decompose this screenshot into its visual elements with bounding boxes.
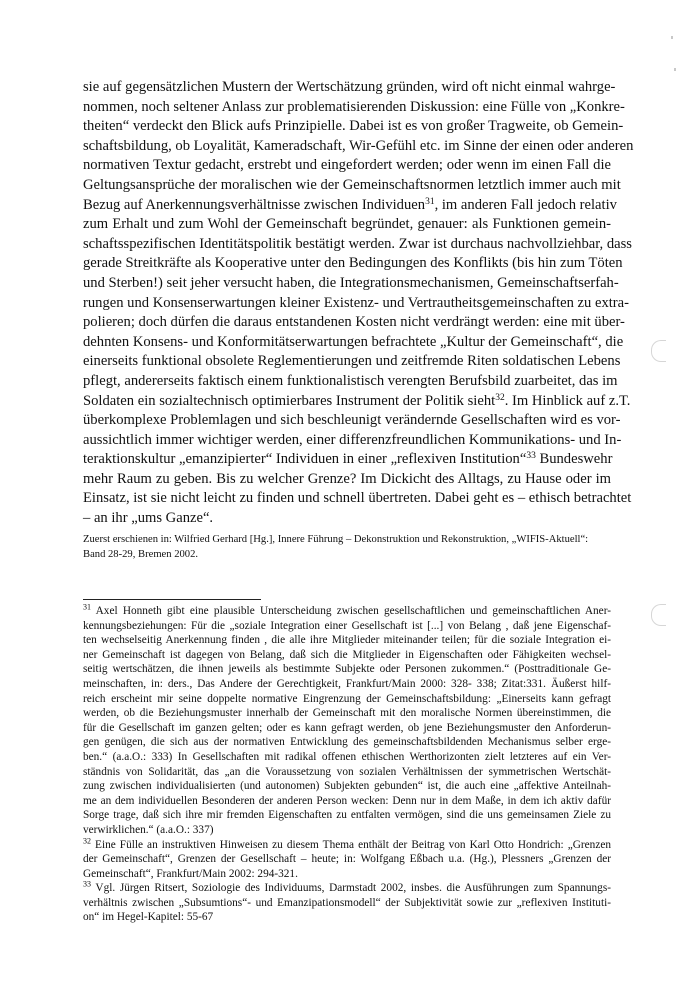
footnote-31-line: reich erscheint mir seine doppelte normative Eingrenzung der Gemeinschaftsbildung: „Einerseits kann gefragt xyxy=(83,692,611,705)
text-line: mehr Raum zu geben. Bis zu welcher Grenze? Im Dickicht des Alltags, zu Hause oder im xyxy=(83,470,611,487)
footnote-31-line: kennungsbeziehungen: Für die „soziale Integration einer Gesellschaft ist [...] von Belang , daß jene Eigenschaf- xyxy=(83,619,611,632)
punch-hole-mark xyxy=(651,604,666,626)
footnote-31-line: Sorge trage, daß sich ihre mir fremden Eigenschaften zu entfalten vermögen, sind die uns gemeinsamen Ziele zu xyxy=(83,809,611,822)
text-line: polieren; doch dürfen die daraus entstandenen Kosten nicht verdrängt werden: eine mit über- xyxy=(83,314,625,331)
footnote-number: 31 xyxy=(83,602,91,612)
footnote-31-line: werden, ob die Beziehungsmuster innerhalb der Gemeinschaft mit den moralische Normen übereinstimmen, die xyxy=(83,707,611,720)
footnote-31-line: seitig wertschätzen, die ihnen jeweils als bestimmte Subjekte oder Personen zukommen.“ (Posttraditionale Ge- xyxy=(83,663,611,676)
footnote-31-line: zung zwischen individualisierten (und autonomen) Subjekten gebunden“ ist, die auch eine „affektive Anteilnah- xyxy=(83,780,611,793)
text-line: theiten“ verdeckt den Blick aufs Prinzipielle. Dabei ist es von großer Tragweite, ob Gemein- xyxy=(83,118,624,135)
text-segment: Bundeswehr xyxy=(535,451,613,468)
text-line: normativen Textur gedacht, erstrebt und eingefordert werden; oder wenn im einen Fall die xyxy=(83,157,611,174)
scan-speck xyxy=(671,36,673,39)
text-line: schaftsbildung, ob Loyalität, Kameradschaft, Wir-Gefühl etc. im Sinne der einen oder anderen xyxy=(83,137,634,154)
footnote-33-line: on“ im Hegel-Kapitel: 55-67 xyxy=(83,911,214,924)
footnote-32-line: der Gemeinschaft“, Grenzen der Gesellschaft – heute; in: Wolfgang Eßbach u.a. (Hg.), Plessners „Grenzen der xyxy=(83,853,611,866)
footnote-text: Vgl. Jürgen Ritsert, Soziologie des Individuums, Darmstadt 2002, insbes. die Ausführungen zum Spannungs- xyxy=(95,882,611,895)
footnote-31-line: ten wechselseitig Anerkennung finden , die alle ihre Mitglieder miteinander teilen; für die soziale Integration ei- xyxy=(83,634,611,647)
footnote-32-line: Gemeinschaft“, Frankfurt/Main 2002: 294-321. xyxy=(83,867,298,880)
footnotes xyxy=(83,604,611,925)
text-line: schaftsspezifischen Identitätspolitik bestätigt werden. Zwar ist durchaus nachvollziehbar, dass xyxy=(83,235,632,252)
text-segment: Bezug auf Anerkennungsverhältnisse zwischen Individuen xyxy=(83,196,426,213)
footnote-33-line xyxy=(83,881,611,896)
text-line: rungen und Konsenserwartungen kleiner Existenz- und Vertrautheitsgemeinschaften zu extra- xyxy=(83,294,629,311)
text-line: Einsatz, ist sie nicht leicht zu finden und schnell übertreten. Dabei geht es – ethisch betrachtet xyxy=(83,490,632,507)
text-segment: teraktionskultur „emanzipierter“ Individuen in einer „reflexiven Institution“ xyxy=(83,451,527,468)
text-line: einerseits funktional obsolete Reglementierungen und zeitfremde Riten soldatischen Lebens xyxy=(83,353,621,370)
text-segment: , im anderen Fall jedoch relativ xyxy=(434,196,617,213)
text-line: aussichtlich immer wichtiger werden, einer differenzfreundlichen Kommunikations- und In- xyxy=(83,431,622,448)
text-line: nommen, noch seltener Anlass zur problematisierenden Diskussion: eine Fülle von „Konkre- xyxy=(83,98,625,115)
text-line xyxy=(83,392,631,412)
footnote-ref[interactable]: 33 xyxy=(526,451,536,462)
text-line: überkomplexe Problemlagen und sich beschleunigt verändernde Gesellschaften wird es vor- xyxy=(83,412,621,429)
footnote-31-line: ner Gemeinschaft ist dagegen von Belang, daß sich die Mitglieder in Eigenschaften oder Fähigkeiten wechsel- xyxy=(83,648,611,661)
punch-hole-mark xyxy=(651,340,666,362)
text-segment: Soldaten ein sozialtechnisch optimierbares Instrument der Politik sieht xyxy=(83,392,496,409)
text-line xyxy=(83,196,617,216)
footnote-31-line: ben.“ (a.a.O.: 333) In Gesellschaften mit radikal offenen ethischen Werthorizonten zielt letzteres auf ein Ver- xyxy=(83,750,611,763)
text-line: Geltungsansprüche der moralischen wie der Gemeinschaftsnormen letztlich immer auch mit xyxy=(83,176,621,193)
footnote-number: 33 xyxy=(83,879,91,889)
source-note: Zuerst erschienen in: Wilfried Gerhard [Hg.], Innere Führung – Dekonstruktion und Rekonstruktion, „WIFIS-Aktuell“: Band 28-29, Bremen 2002. xyxy=(83,534,589,560)
footnote-ref[interactable]: 32 xyxy=(495,392,505,403)
text-line: pflegt, andererseits faktisch einem funktionalistisch verengten Berufsbild zuarbeitet, das im xyxy=(83,372,618,389)
text-line: gerade Streitkräfte als Kooperative unter den Bedingungen des Konflikts (bis hin zum Töten xyxy=(83,255,623,272)
text-segment: . Im Hinblick auf z.T. xyxy=(504,392,631,409)
footnote-31-line: für die Gesellschaft im ganzen gelten; oder es kann gefragt werden, ob jene Beziehungsmuster den Anforderun- xyxy=(83,721,611,734)
footnote-ref[interactable]: 31 xyxy=(425,196,435,207)
footnote-31-line: meinschaften, in: ders., Das Andere der Gerechtigkeit, Frankfurt/Main 2000: 328- 338; Zitat:331. Äußerst hilf- xyxy=(83,677,611,690)
footnote-number: 32 xyxy=(83,836,91,846)
footnote-text: Eine Fülle an instruktiven Hinweisen zu diesem Thema enthält der Beitrag von Karl Otto Hondrich: „Grenzen xyxy=(95,838,611,851)
text-line: zum Erhalt und zum Wohl der Gemeinschaft begründet, genauer: als Funktionen gemein- xyxy=(83,216,611,233)
footnote-32-line xyxy=(83,838,611,853)
footnote-31-line: ständnis von Solidarität, das „an die Voraussetzung von sozialen Verhältnissen der symmetrischen Wertschät- xyxy=(83,765,611,778)
main-text xyxy=(83,78,634,529)
text-line: sie auf gegensätzlichen Mustern der Wertschätzung gründen, wird oft nicht einmal wahrge- xyxy=(83,79,616,95)
text-line: – an ihr „ums Ganze“. xyxy=(83,510,214,527)
footnote-31-line: gen genügen, die sich aus der normativen Entwicklung des gemeinschaftsbildenden Mechanismus selber erge- xyxy=(83,736,611,749)
text-line: und Sterben!) seit jeher versucht haben, die Integrationsmechanismen, Gemeinschaftserfah- xyxy=(83,274,619,291)
footnote-31-line: me an dem individuellen Besonderen der anderen Person wecken: Denn nur in dem Maße, in dem ich aktiv dafür xyxy=(83,794,611,807)
text-line xyxy=(83,450,611,470)
text-line: dehnten Konsens- und Konformitätserwartungen befrachtete „Kultur der Gemeinschaft“, die xyxy=(83,333,624,350)
footnote-divider xyxy=(83,599,261,600)
footnote-31-line: verwirklichen.“ (a.a.O.: 337) xyxy=(83,823,214,836)
footnote-text: Axel Honneth gibt eine plausible Unterscheidung zwischen gesellschaftlichen und gemeinschaftlichen Aner- xyxy=(95,605,611,617)
footnote-31-line xyxy=(83,604,611,619)
scan-speck xyxy=(674,68,676,71)
footnote-33-line: verhältnis zwischen „Subsumtions“- und Emanzipationsmodell“ der Subjektivität sowie zur „reflexiven Instituti- xyxy=(83,896,611,909)
